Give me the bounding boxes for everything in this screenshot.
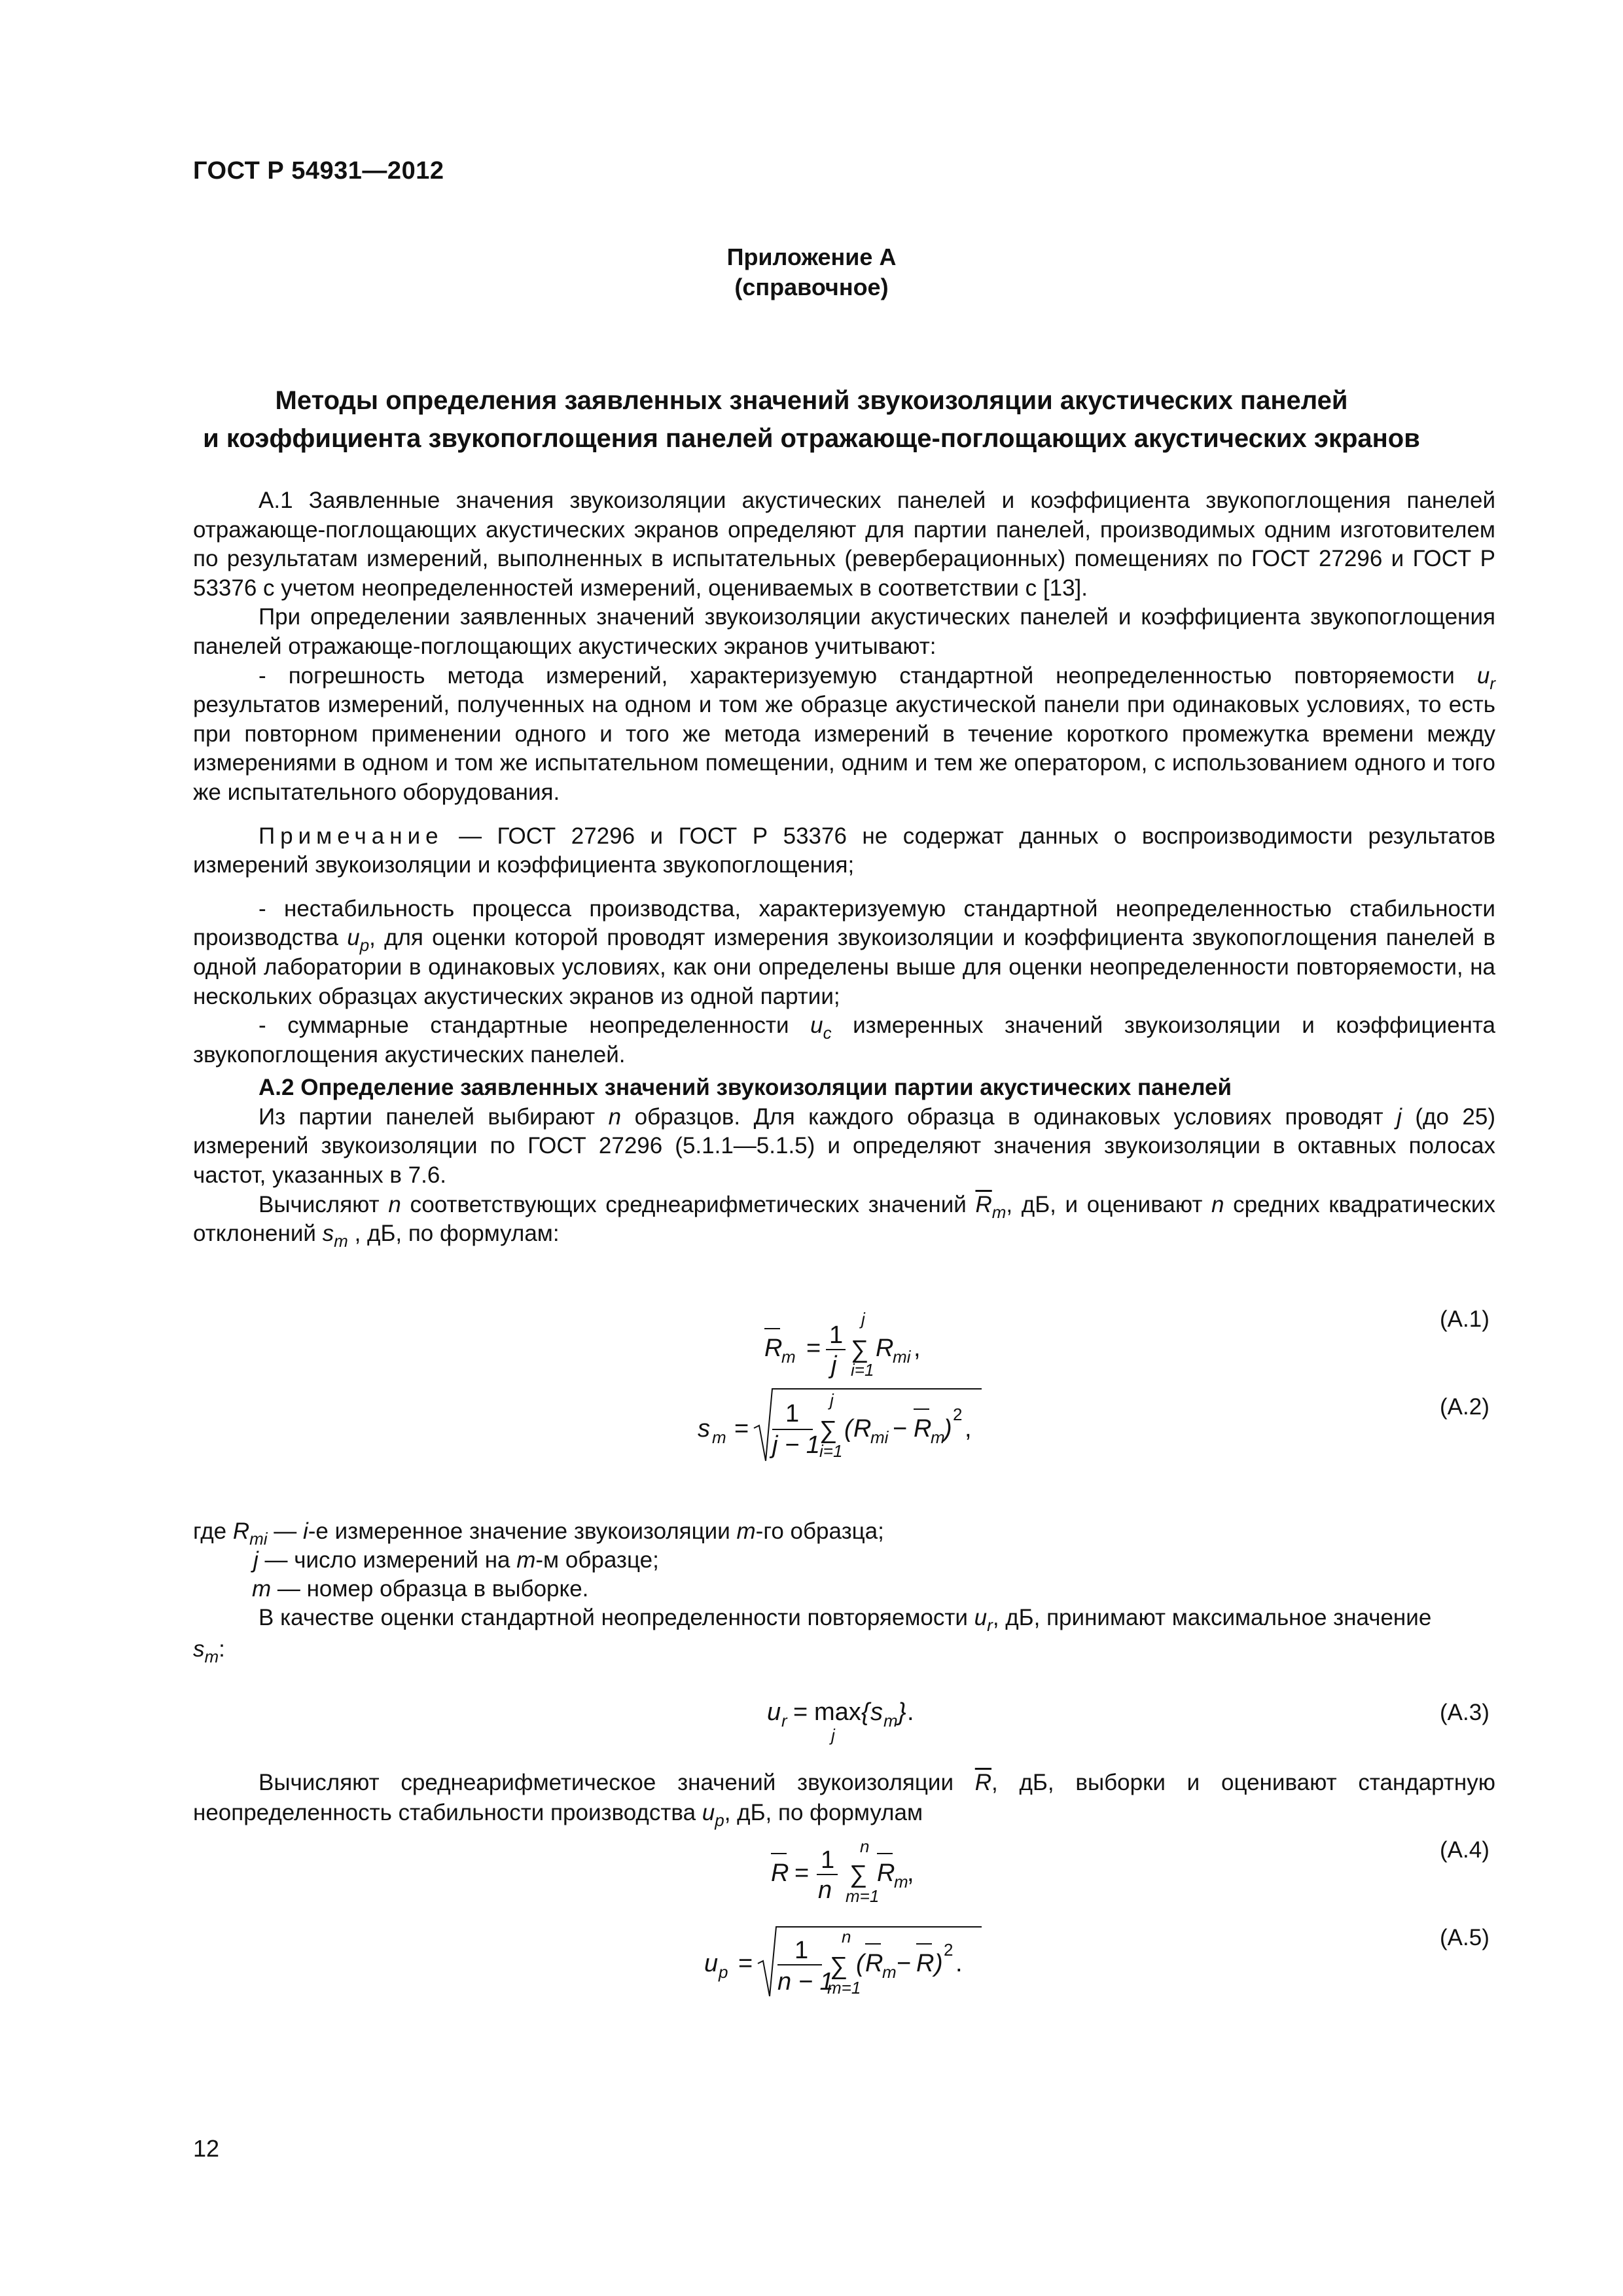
svg-text:=: =	[738, 1950, 753, 1977]
note-label: Примечание	[259, 823, 444, 849]
equation-number-a1: (А.1)	[1440, 1306, 1489, 1332]
paragraph-a2-2: Вычисляют n соответствующих среднеарифметических значений $\overline{R}_m$, дБ, и оценивают n средних квадратических отклонений $s_m$ , дБ, по формулам:	[193, 1191, 1495, 1251]
svg-text:m: m	[931, 1427, 945, 1447]
svg-text:R: R	[764, 1335, 783, 1362]
svg-text:1: 1	[829, 1321, 844, 1349]
svg-text:}: }	[898, 1698, 906, 1726]
svg-text:=: =	[793, 1698, 808, 1726]
svg-text:u: u	[704, 1950, 719, 1977]
note-paragraph: Примечание — ГОСТ 27296 и ГОСТ Р 53376 не содержат данных о воспроизводимости результатов измерений звукоизоляции и коэффициента звукопоглощения;	[193, 823, 1495, 878]
formula-a2	[698, 1389, 1489, 1461]
svg-text:m=1: m=1	[827, 1978, 861, 1998]
legend-item-rmi: где $R_{mi}$ — i-е измеренное значение звукоизоляции m-го образца;	[193, 1518, 884, 1549]
svg-text:∑: ∑	[819, 1416, 838, 1444]
svg-text:R: R	[914, 1415, 932, 1443]
paragraph-a1-3: - погрешность метода измерений, характеризуемую стандартной неопределенностью повторяемости $u_r$ результатов измерений, полученных на одном и том же образце акустической панели при одинаковых условиях, то есть при повторном применении одного и того же метода измерений в течение короткого промежутка времени между измерениями в одном и том же испытательном помещении, одним и тем же оператором, с использованием одного и того же испытательного оборудования.	[193, 662, 1495, 805]
svg-text:i=1: i=1	[819, 1441, 843, 1461]
svg-text:mi: mi	[893, 1347, 911, 1367]
paragraph-a1-1: А.1 Заявленные значения звукоизоляции акустических панелей и коэффициента звукопоглощения панелей отражающе-поглощающих акустических экранов определяют для партии панелей, производимых одним изготовителем по результатам измерений, выполненных в испытательных (реверберационных) помещениях по ГОСТ 27296 и ГОСТ Р 53376 с учетом неопределенностей измерений, оцениваемых в соответствии с [13].	[193, 488, 1495, 601]
svg-text:u: u	[767, 1698, 781, 1726]
svg-text:1: 1	[794, 1937, 809, 1964]
svg-text:m: m	[781, 1347, 796, 1367]
svg-text:−: −	[893, 1415, 908, 1443]
equation-number-a3: (А.3)	[1440, 1700, 1489, 1725]
svg-text:s: s	[870, 1698, 883, 1726]
svg-text:2: 2	[944, 1940, 954, 1960]
svg-text:R: R	[916, 1950, 935, 1977]
sm-label: $s_m$:	[193, 1636, 225, 1666]
svg-text:m: m	[882, 1962, 897, 1982]
svg-text:s: s	[698, 1415, 710, 1443]
paragraph-a1-4: - нестабильность процесса производства, характеризуемую стандартной неопределенностью стабильности производства $u_p$, для оценки которой проводят измерения звукоизоляции и коэффициента звукопоглощения панелей в одной лаборатории в одинаковых условиях, как они определены выше для оценки неопределенности повторяемости, на нескольких образцах акустических экранов из одной партии;	[193, 895, 1495, 1009]
formula-a1	[764, 1306, 1489, 1380]
annex-title: Приложение А	[726, 243, 897, 270]
svg-text:=: =	[794, 1859, 810, 1887]
section-title-line-1: Методы определения заявленных значений звукоизоляции акустических панелей	[275, 386, 1348, 415]
svg-text:n: n	[842, 1927, 851, 1946]
legend-item-m: m — номер образца в выборке.	[252, 1576, 589, 1602]
page-number: 12	[193, 2135, 220, 2162]
svg-text:m: m	[894, 1872, 908, 1892]
paragraph-a2-4-cont: неопределенность стабильности производства $u_p$, дБ, по формулам	[193, 1800, 923, 1830]
svg-text:m=1: m=1	[846, 1886, 880, 1906]
svg-text:1: 1	[785, 1400, 800, 1427]
svg-text:∑: ∑	[851, 1336, 869, 1363]
paragraph-a1-2: При определении заявленных значений звукоизоляции акустических панелей и коэффициента звукопоглощения панелей отражающе-поглощающих акустических экранов учитывают:	[193, 604, 1495, 659]
paragraph-a2-4: Вычисляют среднеарифметическое значений звукоизоляции $\overline{R}$, дБ, выборки и оценивают стандартную	[259, 1770, 1495, 1795]
svg-text:R: R	[865, 1950, 883, 1977]
svg-text:{: {	[861, 1698, 870, 1726]
svg-text:=: =	[806, 1335, 821, 1362]
equation-number-a5: (А.5)	[1440, 1925, 1489, 1950]
svg-text:,: ,	[907, 1859, 914, 1887]
formula-a3	[767, 1698, 1489, 1745]
svg-text:.: .	[955, 1950, 963, 1977]
svg-text:i=1: i=1	[851, 1360, 874, 1380]
svg-text:∑: ∑	[849, 1861, 868, 1888]
svg-text:max: max	[814, 1698, 861, 1726]
svg-text:): )	[944, 1415, 952, 1443]
legend-item-j: j — число измерений на m-м образце;	[253, 1547, 659, 1573]
paragraph-a1-5: - суммарные стандартные неопределенности $u_c$ измеренных значений звукоизоляции и коэффициента звукопоглощения акустических панелей.	[193, 1013, 1495, 1067]
svg-text:): )	[935, 1950, 943, 1977]
svg-text:2: 2	[953, 1405, 963, 1424]
variable-legend	[193, 1517, 884, 1604]
svg-text:∑: ∑	[830, 1952, 848, 1980]
svg-text:n: n	[818, 1876, 832, 1904]
svg-text:,: ,	[914, 1335, 921, 1362]
svg-text:m: m	[883, 1711, 898, 1731]
svg-text:R: R	[771, 1859, 789, 1887]
svg-text:R: R	[876, 1335, 894, 1362]
svg-text:p: p	[719, 1962, 728, 1982]
svg-text:−: −	[897, 1950, 912, 1977]
formula-a4	[771, 1837, 1489, 1906]
svg-text:m: m	[712, 1427, 726, 1447]
svg-text:n − 1: n − 1	[777, 1968, 834, 1996]
svg-text:(: (	[844, 1415, 853, 1443]
paragraph-a2-1: Из партии панелей выбирают n образцов. Для каждого образца в одинаковых условиях проводят j (до 25) измерений звукоизоляции по ГОСТ 27296 (5.1.1—5.1.5) и определяют значения звукоизоляции в октавных полосах частот, указанных в 7.6.	[193, 1103, 1496, 1189]
equation-number-a2: (А.2)	[1440, 1394, 1489, 1420]
svg-text:j: j	[831, 1725, 835, 1745]
svg-text:r: r	[781, 1711, 787, 1731]
svg-text:j: j	[861, 1309, 865, 1329]
svg-text:j: j	[830, 1390, 834, 1410]
svg-text:R: R	[877, 1859, 895, 1887]
svg-text:=: =	[734, 1415, 749, 1443]
svg-text:j: j	[831, 1352, 837, 1379]
section-title-line-2: и коэффициента звукопоглощения панелей отражающе-поглощающих акустических экранов	[203, 424, 1420, 453]
paragraph-a2-3: В качестве оценки стандартной неопределенности повторяемости $u_r$, дБ, принимают максимальное значение	[259, 1605, 1432, 1635]
annex-kind: (справочное)	[734, 274, 889, 300]
formula-a5	[704, 1925, 1489, 1998]
svg-text:(: (	[856, 1950, 865, 1977]
svg-text:j − 1: j − 1	[772, 1431, 820, 1459]
svg-text:,: ,	[965, 1415, 972, 1443]
svg-text:n: n	[860, 1837, 870, 1856]
section-a2-heading: А.2 Определение заявленных значений звукоизоляции партии акустических панелей	[259, 1075, 1232, 1101]
equation-number-a4: (А.4)	[1440, 1837, 1489, 1863]
svg-text:mi: mi	[870, 1427, 889, 1447]
svg-text:.: .	[907, 1698, 914, 1726]
svg-text:1: 1	[821, 1846, 835, 1874]
svg-text:R: R	[853, 1415, 872, 1443]
document-header: ГОСТ Р 54931—2012	[193, 157, 444, 185]
